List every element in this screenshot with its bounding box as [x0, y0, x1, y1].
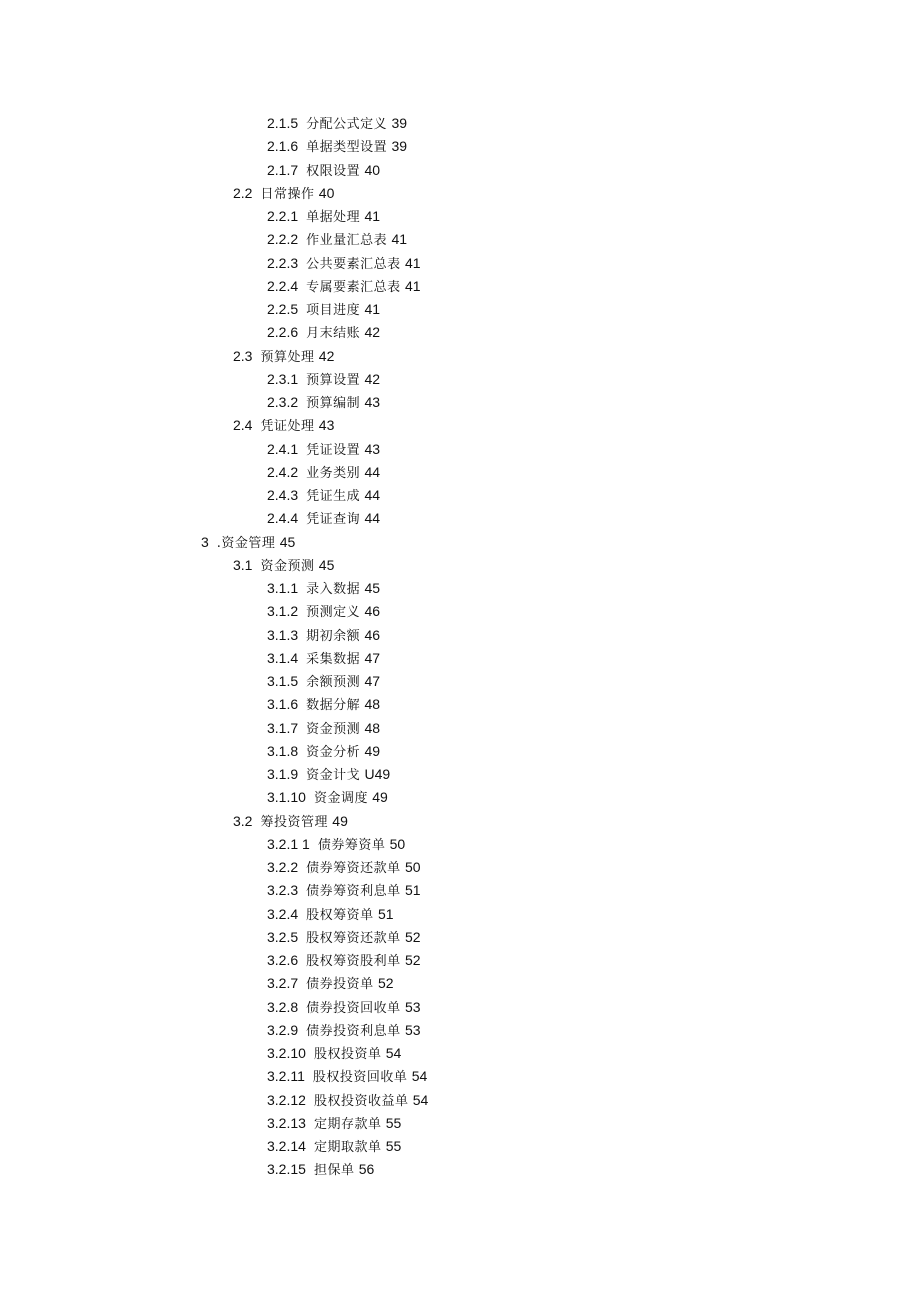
toc-entry[interactable] — [0, 182, 920, 205]
table-of-contents — [0, 112, 920, 1182]
toc-entry-number: 2.2.3 — [267, 254, 299, 271]
toc-entry-number: 3.2.13 — [267, 1114, 306, 1131]
toc-entry-number: 2.3 — [233, 347, 253, 364]
toc-entry[interactable] — [0, 507, 920, 530]
toc-entry[interactable] — [0, 1158, 920, 1181]
toc-entry-number: 3.2.2 — [267, 859, 299, 875]
toc-entry-number: 3.2.11 — [267, 1068, 305, 1085]
toc-entry-page-number: 41 — [364, 208, 381, 224]
toc-entry-title: 凭证设置 — [306, 442, 361, 458]
toc-entry-title: 资金预测 — [260, 558, 315, 574]
toc-entry-page-number: 47 — [364, 649, 381, 666]
toc-entry-number: 2.1.6 — [267, 138, 299, 155]
toc-entry-number: 3.1.7 — [267, 719, 299, 736]
toc-entry-number: 3.2.3 — [267, 882, 299, 899]
toc-entry-title: 单据处理 — [306, 210, 361, 225]
toc-entry[interactable] — [0, 856, 920, 879]
toc-entry[interactable] — [0, 833, 920, 856]
toc-entry[interactable] — [0, 786, 920, 809]
toc-entry-number: 3.1 — [233, 556, 253, 573]
toc-entry[interactable] — [0, 740, 920, 763]
toc-entry-number: 2.4.2 — [267, 463, 299, 480]
toc-entry-title: 凭证查询 — [306, 512, 361, 528]
toc-entry-title: 资金计戈 — [306, 768, 361, 783]
toc-entry[interactable] — [0, 252, 920, 275]
toc-entry-number: 2.2.1 — [267, 208, 299, 224]
toc-entry-title: 债券筹资单 — [317, 837, 386, 853]
toc-entry-page-number: 44 — [364, 463, 381, 480]
toc-entry-page-number: 44 — [364, 510, 381, 527]
toc-entry-page-number: 41 — [364, 301, 381, 317]
toc-entry-page-number: 56 — [358, 1161, 375, 1178]
toc-entry-number: 2.4.4 — [267, 510, 299, 527]
toc-entry[interactable] — [0, 368, 920, 391]
toc-entry[interactable] — [0, 112, 920, 135]
toc-entry-page-number: 52 — [404, 928, 421, 945]
toc-entry-title: 凭证生成 — [306, 489, 361, 504]
toc-entry-title: 预算编制 — [306, 396, 361, 411]
toc-entry-page-number: 50 — [389, 835, 406, 852]
toc-entry-number: 3.2.7 — [267, 975, 299, 992]
toc-entry[interactable] — [0, 484, 920, 507]
toc-entry-title: 采集数据 — [306, 651, 361, 667]
toc-entry-page-number: U49 — [364, 766, 391, 782]
toc-entry-page-number: 51 — [377, 905, 394, 922]
toc-entry-title: 股权筹资单 — [306, 907, 374, 923]
toc-entry-title: 凭证处理 — [260, 419, 315, 435]
toc-entry-page-number: 52 — [404, 952, 421, 968]
toc-entry[interactable] — [0, 972, 920, 995]
toc-entry[interactable] — [0, 135, 920, 158]
toc-entry[interactable] — [0, 1065, 920, 1088]
toc-entry-number: 3.1.4 — [267, 649, 299, 666]
toc-entry[interactable] — [0, 763, 920, 786]
toc-entry[interactable] — [0, 205, 920, 228]
toc-entry-title: 债券投资回收单 — [306, 1000, 401, 1016]
toc-entry[interactable] — [0, 461, 920, 484]
toc-entry-page-number: 43 — [318, 417, 335, 434]
toc-entry-title: 专属要素汇总表 — [306, 279, 401, 295]
toc-entry-title: 债券投资利息单 — [306, 1023, 401, 1039]
toc-entry-number: 3.2.6 — [267, 952, 299, 968]
toc-entry-number: 2.2 — [233, 184, 253, 201]
toc-entry[interactable] — [0, 693, 920, 716]
toc-entry[interactable] — [0, 577, 920, 600]
toc-entry[interactable] — [0, 1135, 920, 1158]
toc-entry-title: 月末结账 — [306, 326, 361, 342]
toc-entry-title: 股权投资回收单 — [312, 1070, 408, 1086]
toc-entry-page-number: 54 — [385, 1045, 402, 1061]
toc-entry-title: 资金分析 — [306, 744, 361, 760]
toc-entry-title: 分配公式定义 — [306, 117, 388, 132]
toc-entry-page-number: 46 — [364, 603, 381, 620]
toc-entry-page-number: 45 — [279, 533, 296, 550]
toc-entry-page-number: 53 — [404, 998, 421, 1015]
toc-entry[interactable] — [0, 1089, 920, 1112]
toc-entry-number: 3.1.9 — [267, 766, 299, 782]
toc-entry-number: 2.3.1 — [267, 370, 299, 387]
toc-entry-title: 余额预测 — [306, 675, 361, 690]
toc-entry-number: 2.1.7 — [267, 161, 299, 178]
toc-entry-page-number: 54 — [411, 1068, 428, 1085]
toc-entry[interactable] — [0, 810, 920, 833]
toc-entry-number: 2.4.3 — [267, 487, 299, 503]
toc-entry[interactable] — [0, 391, 920, 414]
toc-entry-page-number: 39 — [391, 138, 408, 155]
toc-entry[interactable] — [0, 414, 920, 437]
toc-entry-title: 资金预测 — [306, 721, 361, 737]
toc-entry-title: 筹投资管理 — [260, 814, 328, 830]
toc-entry-page-number: 43 — [364, 394, 381, 410]
toc-entry-title: 债券筹资利息单 — [306, 884, 401, 900]
toc-entry-page-number: 41 — [404, 254, 421, 271]
toc-entry-number: 3.2.10 — [267, 1045, 306, 1061]
toc-entry[interactable] — [0, 647, 920, 670]
toc-entry-page-number: 52 — [377, 975, 394, 992]
toc-entry[interactable] — [0, 903, 920, 926]
toc-entry[interactable] — [0, 298, 920, 321]
toc-entry-page-number: 41 — [404, 277, 421, 294]
toc-entry-page-number: 50 — [404, 859, 421, 875]
toc-entry-number: 3.2.8 — [267, 998, 299, 1015]
toc-entry-number: 3.1.10 — [267, 789, 306, 806]
toc-entry-page-number: 42 — [364, 370, 381, 387]
toc-entry-title: 资金调度 — [313, 791, 368, 807]
toc-entry-title: 作业量汇总表 — [306, 233, 388, 249]
toc-entry-title: 债券投资单 — [306, 977, 374, 993]
toc-entry-title: 项目进度 — [306, 303, 361, 318]
toc-entry-page-number: 51 — [404, 882, 421, 899]
toc-entry[interactable] — [0, 554, 920, 577]
toc-entry[interactable] — [0, 228, 920, 251]
toc-entry-page-number: 45 — [318, 556, 335, 573]
toc-entry-page-number: 39 — [391, 115, 408, 131]
toc-entry[interactable] — [0, 717, 920, 740]
toc-entry[interactable] — [0, 600, 920, 623]
toc-entry-title: 定期取款单 — [313, 1140, 382, 1155]
toc-entry[interactable] — [0, 949, 920, 972]
toc-entry-page-number: 47 — [364, 673, 381, 689]
toc-entry-number: 3.1.5 — [267, 673, 299, 689]
toc-entry-number: 3.1.3 — [267, 626, 299, 643]
toc-entry-number: 2.4.1 — [267, 440, 299, 457]
toc-entry-page-number: 46 — [364, 626, 381, 643]
toc-entry-title: 预算处理 — [260, 349, 315, 365]
toc-entry-number: 2.2.5 — [267, 301, 299, 317]
toc-entry-number: 3.2.1 1 — [267, 835, 310, 852]
toc-entry-page-number: 40 — [318, 184, 335, 201]
toc-entry-number: 3.1.2 — [267, 603, 299, 620]
toc-entry[interactable] — [0, 531, 920, 554]
toc-entry-number: 2.4 — [233, 417, 253, 434]
toc-entry-number: 3.2.5 — [267, 928, 299, 945]
toc-entry-number: 3.2.15 — [267, 1161, 306, 1178]
toc-entry-title: 股权筹资还款单 — [306, 930, 401, 946]
toc-entry-page-number: 55 — [385, 1138, 402, 1154]
toc-entry[interactable] — [0, 879, 920, 902]
toc-entry-page-number: 45 — [364, 580, 381, 596]
toc-entry[interactable] — [0, 159, 920, 182]
toc-entry-page-number: 49 — [332, 812, 348, 829]
toc-entry-title: 期初余额 — [306, 628, 361, 644]
toc-entry-title: 权限设置 — [306, 163, 361, 179]
toc-entry-page-number: 55 — [385, 1114, 402, 1131]
toc-entry-number: 3.1.8 — [267, 742, 299, 759]
toc-entry-page-number: 48 — [364, 696, 381, 713]
toc-entry-number: 3.1.6 — [267, 696, 299, 713]
toc-entry[interactable] — [0, 345, 920, 368]
toc-entry-title: 日常操作 — [260, 186, 315, 202]
toc-entry-title: 股权筹资股利单 — [306, 954, 401, 969]
toc-entry-title: 录入数据 — [306, 582, 361, 597]
toc-entry-title: 定期存款单 — [313, 1116, 382, 1132]
toc-entry-page-number: 42 — [318, 347, 335, 364]
toc-entry-number: 3.2.4 — [267, 905, 299, 922]
toc-entry-page-number: 48 — [364, 719, 381, 736]
toc-entry-title: 担保单 — [313, 1163, 355, 1179]
toc-entry-title: 股权投资收益单 — [313, 1093, 409, 1109]
toc-entry[interactable] — [0, 1112, 920, 1135]
toc-entry[interactable] — [0, 996, 920, 1019]
toc-entry-number: 3 — [201, 533, 209, 550]
toc-entry-title: 业务类别 — [306, 465, 361, 481]
toc-entry-number: 2.1.5 — [267, 115, 299, 131]
toc-entry[interactable] — [0, 275, 920, 298]
toc-entry-title: 债券筹资还款单 — [306, 861, 401, 876]
toc-entry-title: 预算设置 — [306, 372, 361, 388]
toc-entry[interactable] — [0, 438, 920, 461]
toc-entry-number: 2.2.2 — [267, 231, 299, 248]
toc-entry-page-number: 44 — [364, 487, 381, 503]
toc-entry-number: 3.2 — [233, 812, 253, 829]
toc-entry-number: 3.2.9 — [267, 1021, 299, 1038]
toc-entry-title: .资金管理 — [216, 535, 276, 551]
toc-entry-page-number: 53 — [404, 1021, 421, 1038]
toc-entry-title: 单据类型设置 — [306, 140, 388, 156]
toc-entry-title: 股权投资单 — [313, 1047, 382, 1062]
toc-entry-title: 预测定义 — [306, 605, 361, 621]
toc-entry-page-number: 42 — [364, 324, 381, 341]
toc-entry-number: 3.2.12 — [267, 1091, 306, 1108]
toc-entry[interactable] — [0, 1042, 920, 1065]
toc-entry-page-number: 40 — [364, 161, 381, 178]
toc-entry-page-number: 49 — [364, 742, 381, 759]
toc-entry-number: 3.2.14 — [267, 1138, 306, 1154]
toc-entry-number: 3.1.1 — [267, 580, 299, 596]
toc-entry[interactable] — [0, 624, 920, 647]
toc-entry[interactable] — [0, 926, 920, 949]
toc-entry-page-number: 54 — [412, 1091, 429, 1108]
toc-entry[interactable] — [0, 670, 920, 693]
toc-entry-title: 公共要素汇总表 — [306, 256, 401, 272]
toc-entry-number: 2.2.6 — [267, 324, 299, 341]
toc-entry-number: 2.3.2 — [267, 394, 299, 410]
toc-entry[interactable] — [0, 1019, 920, 1042]
toc-entry-title: 数据分解 — [306, 698, 361, 714]
toc-entry[interactable] — [0, 321, 920, 344]
toc-entry-number: 2.2.4 — [267, 277, 299, 294]
toc-entry-page-number: 41 — [391, 231, 408, 248]
toc-entry-page-number: 49 — [372, 789, 388, 806]
toc-entry-page-number: 43 — [364, 440, 381, 457]
